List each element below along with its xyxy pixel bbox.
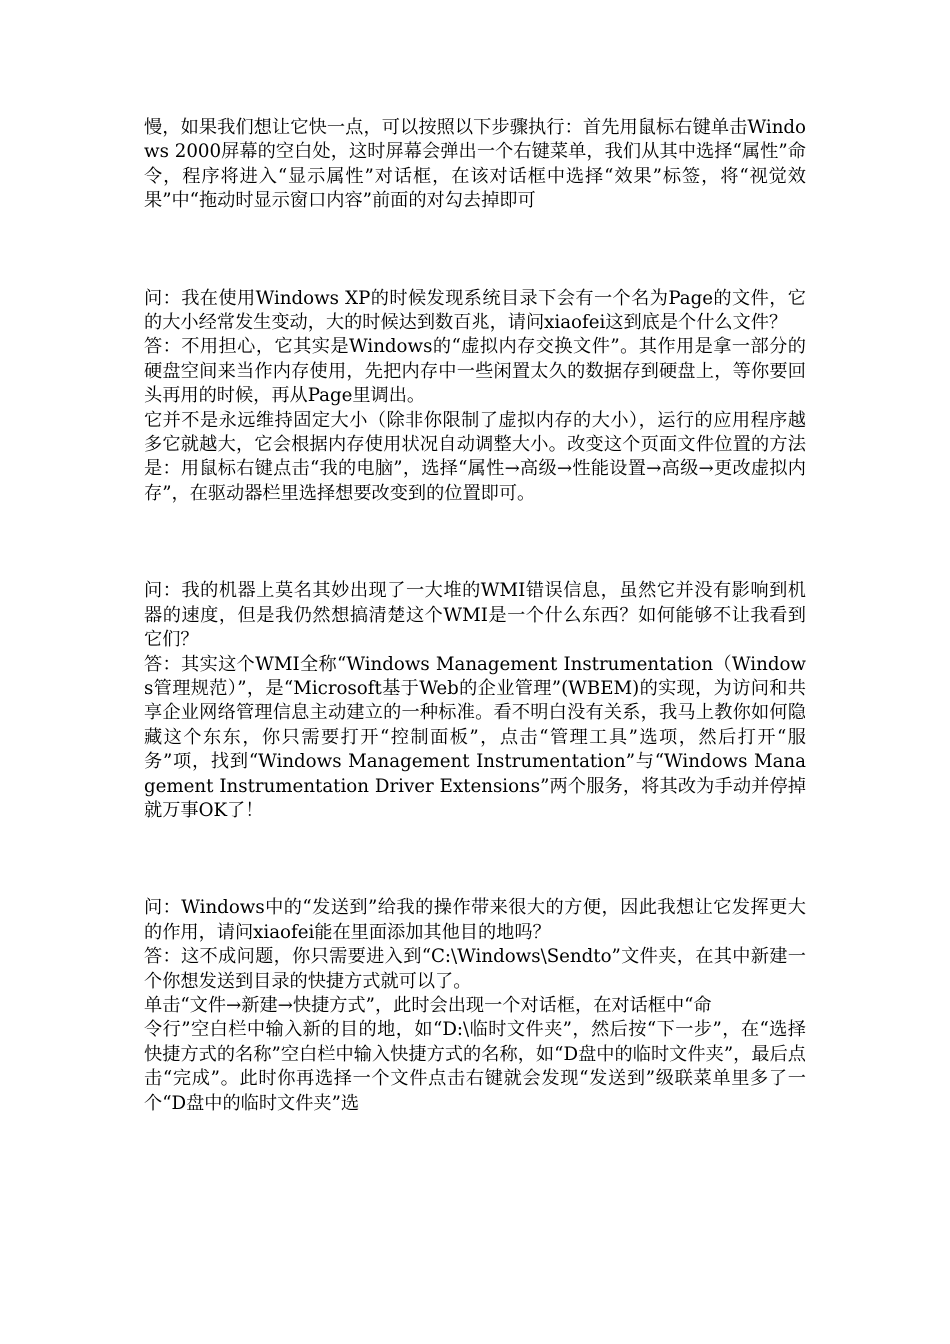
paragraph: 慢，如果我们想让它快一点，可以按照以下步骤执行：首先用鼠标右键单击Windows 2000屏幕的空白处，这时屏幕会弹出一个右键菜单，我们从其中选择“属性”命令，程序将进入“显示属性”对话框，在该对话框中选择“效果”标签，将“视觉效果”中“拖动时显示窗口内容”前面的对勾去掉即可 [144,117,806,212]
section-wmi [144,579,806,823]
question-paragraph: 问：我在使用Windows XP的时候发现系统目录下会有一个名为Page的文件，它的大小经常发生变动，大的时候达到数百兆，请问xiaofei这到底是个什么文件？ [144,287,806,334]
answer-paragraph: 答：这不成问题，你只需要进入到“C:\Windows\Sendto”文件夹，在其中新建一个你想发送到目录的快捷方式就可以了。 [144,946,806,992]
question-paragraph: 问：Windows中的“发送到”给我的操作带来很大的方便，因此我想让它发挥更大的作用，请问xiaofei能在里面添加其他目的地吗？ [144,897,806,943]
section-page-file [144,287,806,507]
paragraph: 单击“文件→新建→快捷方式”，此时会出现一个对话框，在对话框中“命 [144,994,712,1016]
spacer [144,506,806,579]
paragraph: 令行”空白栏中输入新的目的地，如“D:\临时文件夹”，然后按“下一步”，在“选择快捷方式的名称”空白栏中输入快捷方式的名称，如“D盘中的临时文件夹”，最后点击“完成”。此时你再选择一个文件点击右键就会发现“发送到”级联菜单里多了一个“D盘中的临时文件夹”选 [144,1019,806,1114]
question-paragraph: 问：我的机器上莫名其妙出现了一大堆的WMI错误信息，虽然它并没有影响到机器的速度，但是我仍然想搞清楚这个WMI是一个什么东西？如何能够不让我看到它们？ [144,580,806,651]
paragraph: 它并不是永远维持固定大小（除非你限制了虚拟内存的大小），运行的应用程序越多它就越大，它会根据内存使用状况自动调整大小。改变这个页面文件位置的方法是：用鼠标右键点击“我的电脑”，选择“属性→高级→性能设置→高级→更改虚拟内存”，在驱动器栏里选择想要改变到的位置即可。 [144,409,806,504]
section-display-effects [144,116,806,214]
section-send-to [144,896,806,1116]
answer-paragraph: 答：其实这个WMI全称“Windows Management Instrumentation（Windows管理规范）”，是“Microsoft基于Web的企业管理”(WBEM)的实现，为访问和共享企业网络管理信息主动建立的一种标准。看不明白没有关系，我马上教你如何隐藏这个东东，你只需要打开“控制面板”，点击“管理工具”选项，然后打开“服务”项，找到“Windows Management Instrumentation”与“Windows Management Instrumentation Driver Extensions”两个服务，将其改为手动并停掉就万事OK了！ [144,653,806,821]
spacer [144,214,806,287]
spacer [144,823,806,896]
document-page [144,116,806,1116]
answer-paragraph: 答：不用担心，它其实是Windows的“虚拟内存交换文件”。其作用是拿一部分的硬盘空间来当作内存使用，先把内存中一些闲置太久的数据存到硬盘上，等你要回头再用的时候，再从Page里调出。 [144,336,806,407]
